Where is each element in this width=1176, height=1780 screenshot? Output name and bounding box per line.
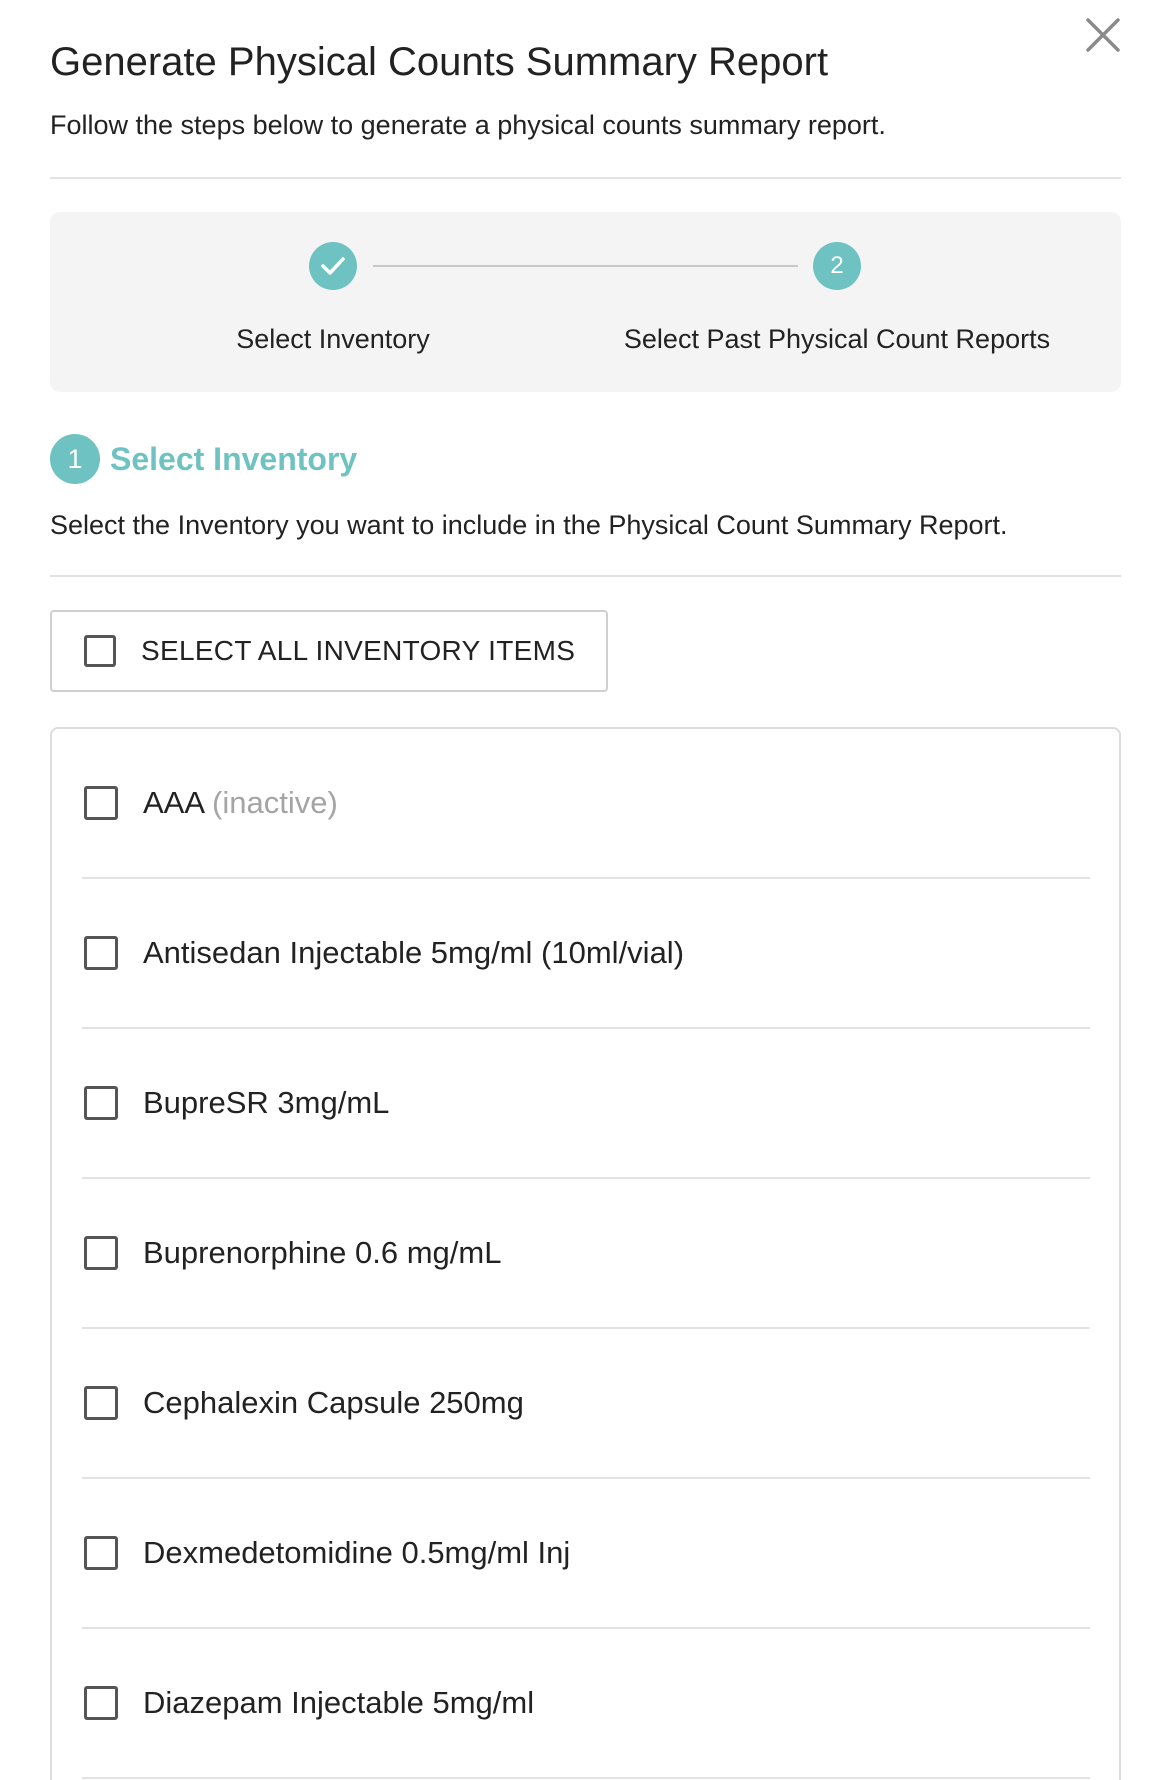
step-2-circle: 2	[813, 242, 861, 290]
select-all-button[interactable]	[50, 610, 608, 692]
inventory-item-bupresr[interactable]	[82, 1029, 1090, 1179]
item-name: BupreSR 3mg/mL	[143, 1085, 390, 1120]
checkbox-icon[interactable]	[84, 1686, 118, 1720]
section-divider	[50, 575, 1121, 577]
item-name: AAA	[143, 785, 206, 820]
checkbox-icon[interactable]	[84, 1086, 118, 1120]
item-name: Antisedan Injectable 5mg/ml (10ml/vial)	[143, 935, 685, 970]
step-connector	[373, 265, 798, 267]
item-name: Diazepam Injectable 5mg/ml	[143, 1685, 535, 1720]
select-all-label: SELECT ALL INVENTORY ITEMS	[141, 635, 576, 666]
section-number-badge: 1	[50, 434, 100, 484]
checkbox-icon[interactable]	[84, 1386, 118, 1420]
item-status-inactive: (inactive)	[212, 785, 338, 820]
section-description: Select the Inventory you want to include in the Physical Count Summary Report.	[50, 510, 1008, 540]
item-name: Buprenorphine 0.6 mg/mL	[143, 1235, 502, 1270]
section-title: Select Inventory	[110, 440, 358, 477]
item-name: Cephalexin Capsule 250mg	[143, 1385, 524, 1420]
inventory-item-buprenorphine[interactable]	[82, 1179, 1090, 1329]
step-1-circle	[309, 242, 357, 290]
checkbox-icon[interactable]	[84, 1536, 118, 1570]
close-button[interactable]	[1080, 12, 1126, 58]
header-divider	[50, 177, 1121, 179]
modal-subtitle: Follow the steps below to generate a physical counts summary report.	[50, 110, 886, 140]
checkbox-icon[interactable]	[84, 786, 118, 820]
section-header	[50, 434, 357, 484]
step-2-label: Select Past Physical Count Reports	[623, 324, 1051, 354]
step-1-label: Select Inventory	[236, 324, 430, 354]
inventory-item-aaa[interactable]	[82, 729, 1090, 879]
item-name: Dexmedetomidine 0.5mg/ml Inj	[143, 1535, 571, 1570]
stepper	[50, 212, 1121, 392]
inventory-item-antisedan[interactable]	[82, 879, 1090, 1029]
inventory-item-cephalexin[interactable]	[82, 1329, 1090, 1479]
inventory-item-diazepam[interactable]	[82, 1629, 1090, 1779]
select-all-checkbox[interactable]	[84, 635, 116, 667]
inventory-list	[50, 727, 1121, 1780]
inventory-item-dexmedetomidine[interactable]	[82, 1479, 1090, 1629]
check-icon	[320, 255, 346, 277]
checkbox-icon[interactable]	[84, 936, 118, 970]
checkbox-icon[interactable]	[84, 1236, 118, 1270]
close-icon	[1086, 18, 1120, 52]
modal-title: Generate Physical Counts Summary Report	[50, 40, 829, 84]
